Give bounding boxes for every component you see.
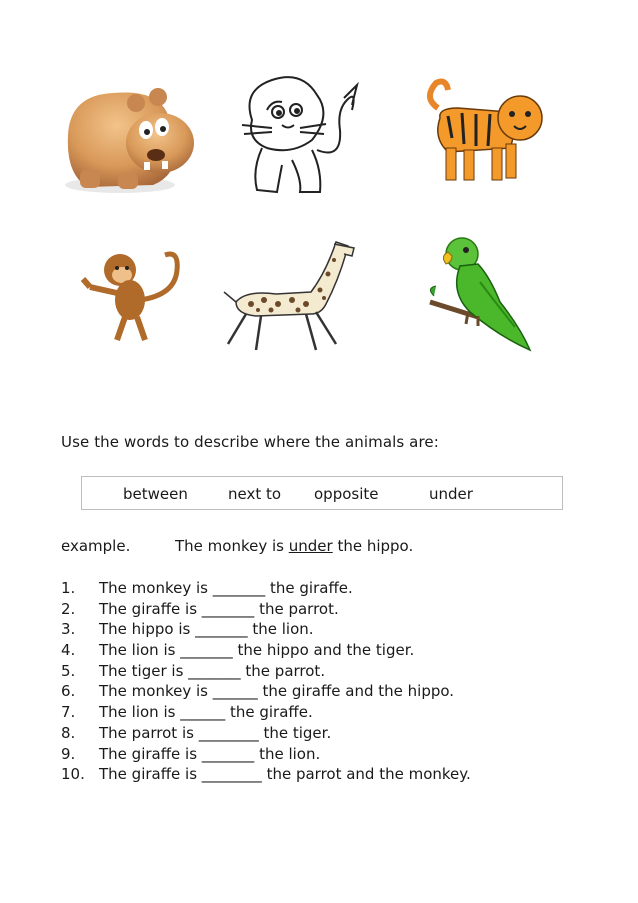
word-bank-item: opposite [314,485,379,503]
question-text: The hippo is _______ the lion. [99,620,314,639]
instruction-text: Use the words to describe where the animals are: [61,433,439,451]
question-text: The lion is _______ the hippo and the tiger. [99,641,415,660]
question-number: 4. [61,641,76,660]
question-text: The giraffe is _______ the parrot. [99,599,339,618]
monkey-picture [75,245,195,350]
question-number: 2. [61,599,76,618]
tiger-picture [418,78,548,198]
question-text: The parrot is ________ the tiger. [99,723,332,742]
parrot-picture [420,232,550,357]
example-label: example. [61,537,131,555]
question-number: 8. [61,723,76,742]
example-after: the hippo. [332,537,414,555]
question-text: The monkey is _______ the giraffe. [99,579,353,597]
question-text: The giraffe is ________ the parrot and the monkey. [99,765,471,784]
question-text: The monkey is ______ the giraffe and the hippo. [99,682,455,701]
word-bank [81,476,563,510]
lion-picture [222,70,372,205]
word-bank-item: next to [228,485,282,503]
question-number: 7. [61,703,76,722]
question-number: 10. [61,765,85,784]
question-number: 3. [61,620,76,639]
example-before: The monkey is [175,537,289,555]
question-number: 5. [61,661,76,680]
question-text: The giraffe is _______ the lion. [99,744,321,763]
word-bank-item: under [429,485,473,503]
word-bank-item: between [123,485,188,503]
question-text: The lion is ______ the giraffe. [99,703,313,722]
question-number: 9. [61,744,76,763]
example-sentence [175,537,413,555]
giraffe-picture [216,232,361,357]
example-answer: under [288,537,333,555]
hippo-picture [58,75,198,200]
question-number: 6. [61,682,76,701]
question-number: 1. [61,579,76,597]
question-text: The tiger is _______ the parrot. [99,661,326,680]
